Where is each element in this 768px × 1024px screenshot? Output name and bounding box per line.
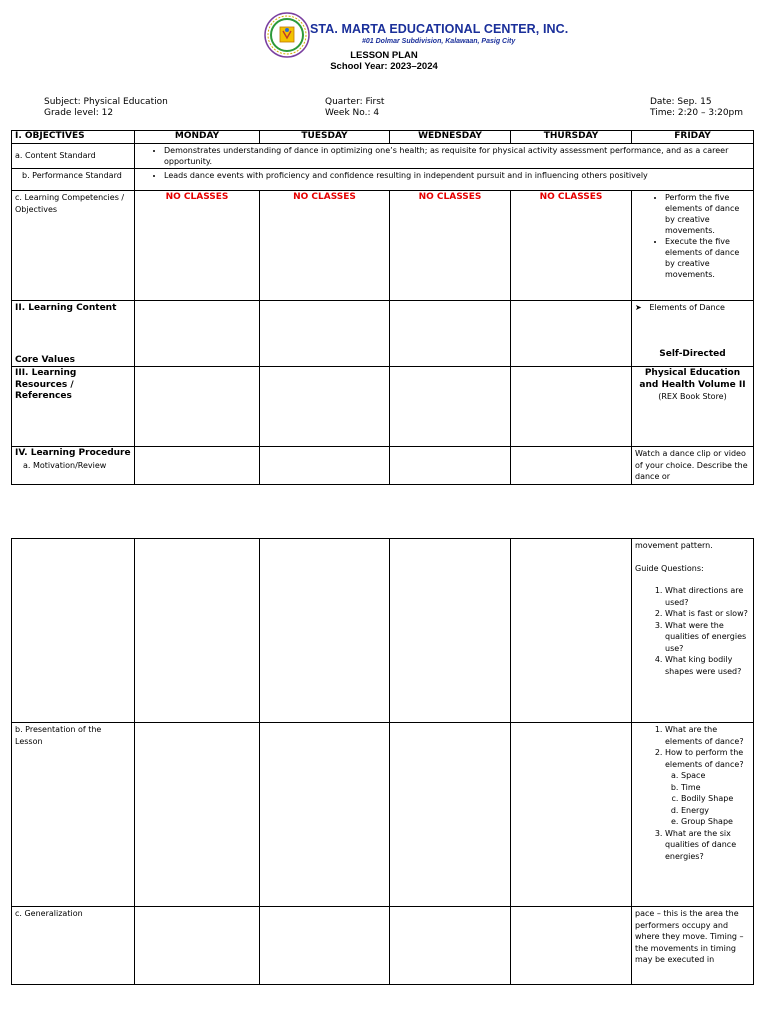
element-item: c. Bodily Shape	[681, 793, 750, 805]
guide-question: 3. What were the qualities of energies use?	[665, 620, 750, 655]
day-header-thursday: THURSDAY	[511, 131, 632, 144]
day-header-wednesday: WEDNESDAY	[390, 131, 511, 144]
day-header-friday: FRIDAY	[632, 131, 754, 144]
no-classes-monday: NO CLASSES	[165, 192, 229, 202]
wednesday-competencies	[390, 191, 511, 301]
school-address: #01 Dolmar Subdivision, Kalawaan, Pasig City	[362, 38, 516, 45]
no-classes-wednesday: NO CLASSES	[418, 192, 482, 202]
school-year: School Year: 2023–2024	[330, 61, 438, 72]
generalization-label: c. Generalization	[12, 907, 135, 985]
learning-content-label-cell	[12, 301, 135, 367]
time-label: Time: 2:20 – 3:20pm	[650, 108, 744, 118]
friday-core-value: Self-Directed	[659, 348, 726, 359]
lesson-plan-table	[11, 130, 754, 485]
day-header-monday: MONDAY	[135, 131, 260, 144]
tuesday-competencies	[260, 191, 390, 301]
friday-motivation: Watch a dance clip or video of your choice. Describe the dance or	[632, 447, 754, 485]
quarter-label: Quarter: First	[325, 97, 385, 107]
friday-learning-content	[632, 301, 754, 367]
friday-objective-2: • Execute the five elements of dance by creative movements.	[665, 236, 750, 280]
no-classes-tuesday: NO CLASSES	[293, 192, 356, 202]
grade-label: Grade level: 12	[44, 108, 114, 118]
performance-standard-cell	[135, 169, 754, 191]
presentation-question-1: 1. What are the elements of dance?	[665, 724, 750, 747]
week-label: Week No.: 4	[325, 108, 380, 118]
content-standard-cell	[135, 144, 754, 169]
content-standard-text: • Demonstrates understanding of dance in optimizing one’s health; as requisite for physical activity assessment performance, and as a career opportunity.	[164, 145, 750, 167]
elements-list	[665, 770, 750, 828]
arrow-bullet-icon: ➤	[635, 303, 642, 312]
monday-competencies	[135, 191, 260, 301]
friday-presentation	[632, 723, 754, 907]
no-classes-thursday: NO CLASSES	[539, 192, 603, 202]
content-standard-label: a. Content Standard	[12, 144, 135, 169]
subject-label: Subject: Physical Education	[44, 97, 168, 107]
competencies-label: c. Learning Competencies / Objectives	[12, 191, 135, 301]
friday-objective-1: • Perform the five elements of dance by creative movements.	[665, 192, 750, 236]
friday-motivation-continued	[632, 539, 754, 723]
document-title: LESSON PLAN	[350, 50, 418, 61]
motivation-label: a. Motivation/Review	[23, 460, 107, 470]
thursday-competencies	[511, 191, 632, 301]
guide-question: 1. What directions are used?	[665, 585, 750, 608]
friday-resource-publisher: (REX Book Store)	[658, 392, 727, 401]
friday-competencies	[632, 191, 754, 301]
guide-questions-list	[635, 585, 750, 677]
friday-resources	[632, 367, 754, 447]
lesson-plan-table-continued	[11, 538, 754, 985]
learning-content-label: II. Learning Content	[15, 303, 117, 313]
performance-standard-label: b. Performance Standard	[12, 169, 135, 191]
presentation-question-2: 2. How to perform the elements of dance? a. Space b. Time c. Bodily Shape d. Energy e. Group Shape	[665, 747, 750, 828]
core-values-label: Core Values	[15, 354, 75, 365]
school-name: STA. MARTA EDUCATIONAL CENTER, INC.	[310, 22, 569, 36]
guide-questions-label: Guide Questions:	[635, 563, 704, 573]
guide-question: 4. What king bodily shapes were used?	[665, 654, 750, 677]
friday-generalization: pace – this is the area the performers occupy and where they move. Timing – the movements in timing may be executed in	[632, 907, 754, 985]
resources-label: III. Learning Resources / References	[12, 367, 135, 447]
presentation-label: b. Presentation of the Lesson	[12, 723, 135, 907]
element-item: b. Time	[681, 782, 750, 794]
element-item: e. Group Shape	[681, 816, 750, 828]
presentation-questions	[635, 724, 750, 862]
date-label: Date: Sep. 15	[650, 97, 712, 107]
day-header-tuesday: TUESDAY	[260, 131, 390, 144]
element-item: d. Energy	[681, 805, 750, 817]
guide-question: 2. What is fast or slow?	[665, 608, 750, 620]
friday-resource-title: Physical Education and Health Volume II	[639, 368, 746, 390]
procedure-label: IV. Learning Procedure	[15, 448, 131, 458]
performance-standard-text: • Leads dance events with proficiency and confidence resulting in independent pursuit and in influencing others positively	[164, 170, 750, 181]
friday-content-item: ➤ Elements of Dance	[635, 303, 725, 312]
element-item: a. Space	[681, 770, 750, 782]
friday-motivation-cont-text: movement pattern.	[635, 541, 713, 550]
procedure-label-cell	[12, 447, 135, 485]
objectives-heading: I. OBJECTIVES	[12, 131, 135, 144]
presentation-question-3: 3. What are the six qualities of dance energies?	[665, 828, 750, 863]
